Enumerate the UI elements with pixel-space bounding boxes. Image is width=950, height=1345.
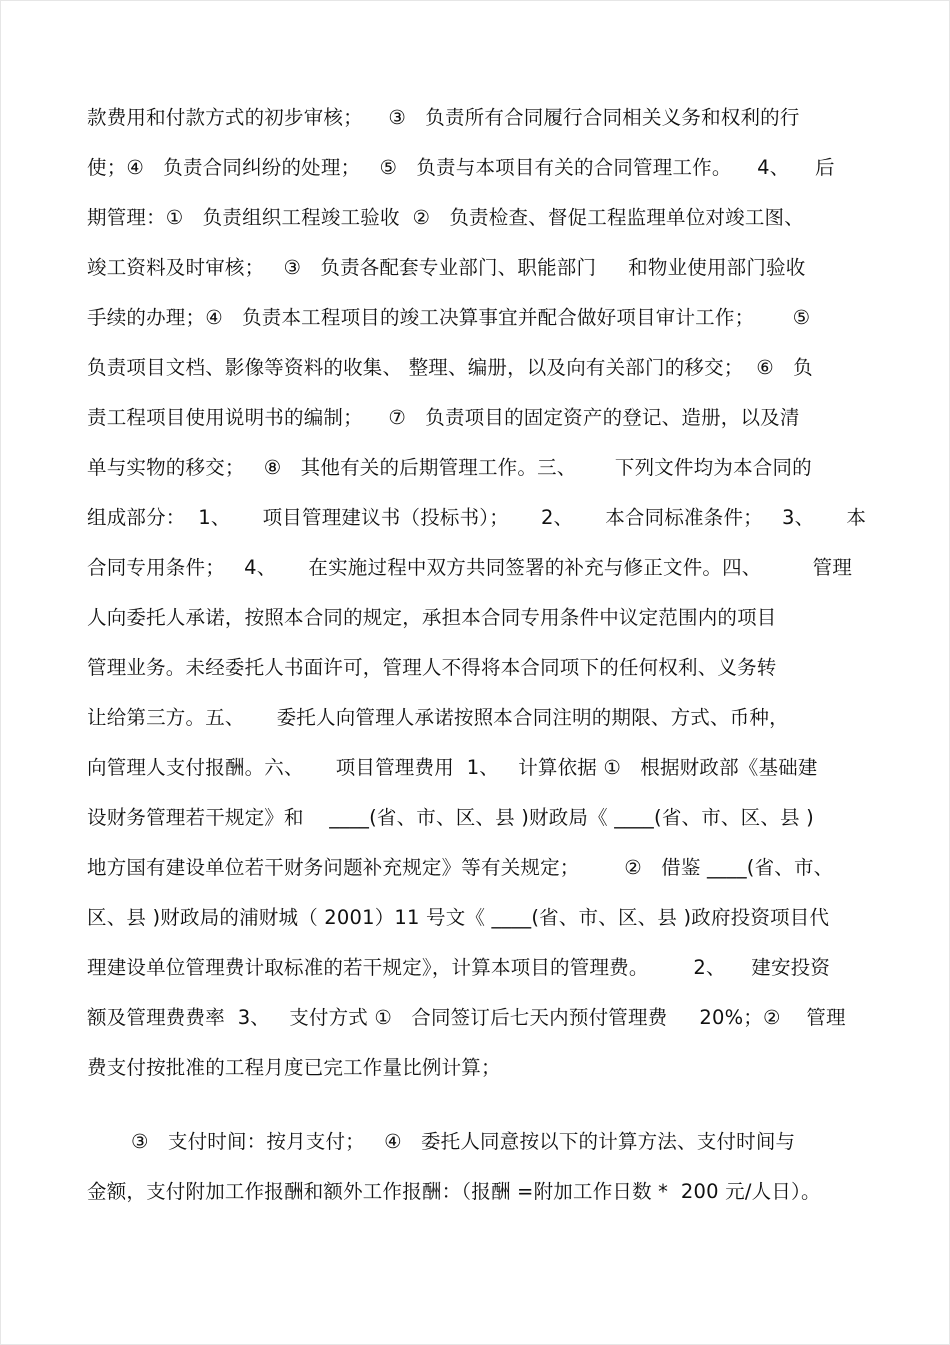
text-line: 金额，支付附加工作报酬和额外工作报酬：（报酬 =附加工作日数 * 200 元/人日）。 (87, 1180, 821, 1203)
text-line: 额及管理费费率 3、 支付方式 ① 合同签订后七天内预付管理费 20%；② 管理 (87, 1006, 846, 1029)
text-line: 使；④ 负责合同纠纷的处理； ⑤ 负责与本项目有关的合同管理工作。 4、 后 (87, 156, 835, 179)
text-line: 单与实物的移交； ⑧ 其他有关的后期管理工作。三、 下列文件均为本合同的 (87, 456, 812, 479)
text-line: 人向委托人承诺，按照本合同的规定，承担本合同专用条件中议定范围内的项目 (87, 606, 777, 629)
paragraph-1 (87, 101, 867, 1101)
text-line: 组成部分： 1、 项目管理建议书（投标书）； 2、 本合同标准条件； 3、 本 (87, 506, 867, 529)
text-line: 理建设单位管理费计取标准的若干规定》，计算本项目的管理费。 2、 建安投资 (87, 956, 831, 979)
text-line: 向管理人支付报酬。六、 项目管理费用 1、 计算依据 ① 根据财政部《基础建 (87, 756, 818, 779)
text-line: 负责项目文档、影像等资料的收集、 整理、编册，以及向有关部门的移交； ⑥ 负 (87, 356, 813, 379)
text-line: 设财务管理若干规定》和 ____(省、市、区、县 )财政局《 ____(省、市、区、县 ) (87, 806, 814, 829)
text-line: ③ 支付时间：按月支付； ④ 委托人同意按以下的计算方法、支付时间与 (131, 1130, 796, 1153)
text-line: 地方国有建设单位若干财务问题补充规定》等有关规定； ② 借鉴 ____(省、市、 (87, 856, 834, 879)
text-line: 手续的办理；④ 负责本工程项目的竣工决算事宜并配合做好项目审计工作； ⑤ (87, 306, 811, 329)
text-line: 区、县 )财政局的浦财城（ 2001）11 号文《 ____(省、市、区、县 )政府投资项目代 (87, 906, 830, 929)
text-line: 管理业务。未经委托人书面许可，管理人不得将本合同项下的任何权利、义务转 (87, 656, 777, 679)
text-line: 责工程项目使用说明书的编制； ⑦ 负责项目的固定资产的登记、造册，以及清 (87, 406, 800, 429)
text-line: 期管理：① 负责组织工程竣工验收 ② 负责检查、督促工程监理单位对竣工图、 (87, 206, 804, 229)
paragraph-2 (87, 1125, 867, 1225)
text-line: 让给第三方。五、 委托人向管理人承诺按照本合同注明的期限、方式、币种， (87, 706, 789, 729)
text-line: 竣工资料及时审核； ③ 负责各配套专业部门、职能部门 和物业使用部门验收 (87, 256, 806, 279)
text-line: 合同专用条件； 4、 在实施过程中双方共同签署的补充与修正文件。四、 管理 (87, 556, 853, 579)
text-line: 款费用和付款方式的初步审核； ③ 负责所有合同履行合同相关义务和权利的行 (87, 106, 800, 129)
text-line: 费支付按批准的工程月度已完工作量比例计算； (87, 1056, 501, 1079)
